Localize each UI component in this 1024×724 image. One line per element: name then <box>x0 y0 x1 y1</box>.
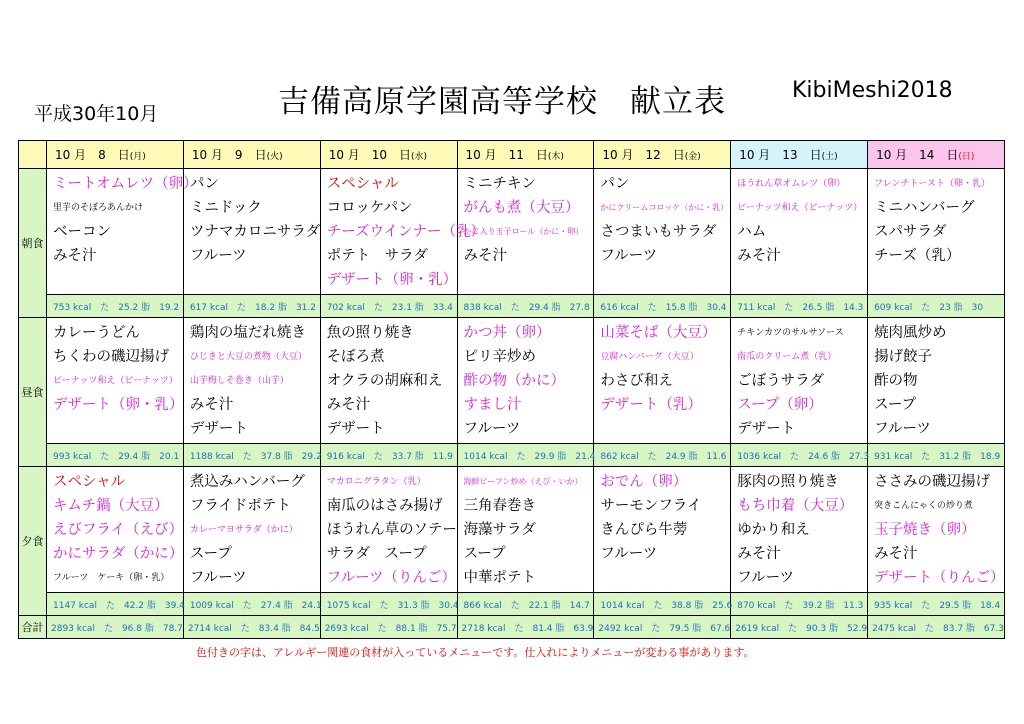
menu-item: ハム <box>737 224 767 240</box>
menu-item: デザート <box>189 421 248 437</box>
menu-item: すまし汁 <box>463 397 522 413</box>
menu-item: パン <box>189 176 219 192</box>
menu-item: スープ <box>463 546 506 562</box>
nutrition-cell: 609 kcal た 23 脂 30 <box>868 295 1005 318</box>
menu-item: ちくわの磯辺揚げ <box>53 349 169 365</box>
meal-label: 昼食 <box>19 318 47 467</box>
menu-item: 南瓜のはさみ揚げ <box>326 498 443 514</box>
menu-item: フルーツ <box>600 248 658 264</box>
menu-item: デザート（卵・乳） <box>326 272 458 288</box>
day-header-cell <box>183 141 320 169</box>
menu-item: ピーナッツ和え（ピーナッツ） <box>737 203 863 213</box>
menu-item: サラダ スープ <box>326 546 427 562</box>
menu-item: ツナマカロニサラダ <box>189 224 321 240</box>
menu-cell <box>594 169 731 295</box>
day-header-row <box>19 141 1005 169</box>
menu-cell <box>594 467 731 593</box>
nutrition-cell: 931 kcal た 31.2 脂 18.9 <box>868 444 1005 467</box>
menu-item: 酢の物（かに） <box>463 373 566 389</box>
nutrition-row <box>19 593 1005 616</box>
menu-item: スペシャル <box>326 176 399 192</box>
day-header-cell <box>320 141 457 169</box>
day-of-week: (日) <box>958 152 975 162</box>
menu-item: コロッケパン <box>326 200 413 216</box>
menu-item: 揚げ餃子 <box>874 349 933 365</box>
totals-cell: 2492 kcal た 79.5 脂 67.6 <box>594 616 731 639</box>
menu-item: 山芋梅しそ巻き（山芋） <box>189 376 289 386</box>
menu-item: 豚肉の照り焼き <box>737 474 839 490</box>
menu-item: チーズウインナー（乳） <box>326 224 486 240</box>
meal-row <box>19 467 1005 593</box>
day-header-cell <box>47 141 184 169</box>
menu-item: さつまいもサラダ <box>600 224 717 240</box>
menu-item: デザート（乳） <box>600 397 702 413</box>
school-title: 吉備高原学園高等学校 献立表 <box>278 84 726 120</box>
menu-item: ミニドック <box>189 200 262 216</box>
menu-cell <box>731 169 868 295</box>
menu-item: スープ <box>189 546 232 562</box>
menu-item: ほうれん草オムレツ（卵） <box>737 179 846 189</box>
totals-cell: 2619 kcal た 90.3 脂 52.9 <box>731 616 868 639</box>
menu-item: ピリ辛炒め <box>463 349 537 365</box>
menu-item: えびフライ（えび） <box>53 522 184 538</box>
menu-item: 里芋のそぼろあんかけ <box>53 203 144 213</box>
day-header-cell <box>731 141 868 169</box>
day-date: 10 月 8 日 <box>55 148 130 162</box>
nutrition-cell: 1075 kcal た 31.3 脂 30.4 <box>320 593 457 616</box>
day-header-cell <box>868 141 1005 169</box>
menu-item: デザート（卵・乳） <box>53 397 184 413</box>
nutrition-cell: 870 kcal た 39.2 脂 11.3 <box>731 593 868 616</box>
menu-item: ピーナッツ和え（ピーナッツ） <box>53 376 178 386</box>
day-of-week: (木) <box>547 152 564 162</box>
nutrition-cell: 1036 kcal た 24.6 脂 27.3 <box>731 444 868 467</box>
menu-cell <box>47 467 184 593</box>
menu-item: スペシャル <box>53 474 126 490</box>
menu-item: みそ汁 <box>463 248 508 264</box>
menu-item: ミートオムレツ（卵） <box>53 176 198 192</box>
menu-cell <box>457 169 594 295</box>
menu-item: キムチ鍋（大豆） <box>53 498 169 514</box>
menu-cell <box>183 467 320 593</box>
menu-item: オクラの胡麻和え <box>326 373 443 389</box>
menu-item: おでん（卵） <box>600 474 688 490</box>
nutrition-cell: 1147 kcal た 42.2 脂 39.4 <box>47 593 184 616</box>
menu-item: ゆかり和え <box>737 522 810 538</box>
menu-cell <box>47 318 184 444</box>
totals-cell: 2718 kcal た 81.4 脂 63.9 <box>457 616 594 639</box>
menu-cell <box>731 318 868 444</box>
totals-cell: 2475 kcal た 83.7 脂 67.3 <box>868 616 1005 639</box>
menu-cell <box>47 169 198 295</box>
menu-item: サーモンフライ <box>600 498 702 514</box>
meal-label: 朝食 <box>19 169 47 318</box>
nutrition-row <box>19 444 1005 467</box>
menu-item: 魚の照り焼き <box>326 325 414 341</box>
menu-item: そぼろ煮 <box>326 349 385 365</box>
day-date: 10 月 12 日 <box>602 148 685 162</box>
menu-item: 中華ポテト <box>463 570 537 586</box>
nutrition-cell: 916 kcal た 33.7 脂 11.9 <box>320 444 457 467</box>
menu-item: ごぼうサラダ <box>737 373 825 389</box>
day-of-week: (金) <box>684 152 701 162</box>
day-of-week: (水) <box>411 152 428 162</box>
nutrition-cell: 1188 kcal た 37.8 脂 29.2 <box>183 444 320 467</box>
menu-item: 三角春巻き <box>463 498 537 514</box>
menu-item: 山菜そば（大豆） <box>600 325 717 341</box>
day-date: 10 月 9 日 <box>191 148 267 162</box>
menu-item: カレーマヨサラダ（かに） <box>189 525 298 535</box>
menu-item: みそ汁 <box>737 546 781 562</box>
day-date: 10 月 10 日 <box>328 148 412 162</box>
day-header-cell <box>457 141 594 169</box>
menu-item: 鶏肉の塩だれ焼き <box>189 325 306 341</box>
nutrition-cell: 617 kcal た 18.2 脂 31.2 <box>183 295 320 318</box>
menu-item: ミニチキン <box>463 176 536 192</box>
menu-item: フルーツ <box>463 421 521 437</box>
menu-item: フルーツ <box>874 421 931 437</box>
menu-item: ミニハンバーグ <box>874 200 975 216</box>
day-date: 10 月 14 日 <box>876 148 959 162</box>
menu-item: 南瓜のクリーム煮（乳） <box>737 352 837 362</box>
totals-row <box>19 616 1005 639</box>
menu-item: フルーツ（りんご） <box>326 570 457 586</box>
menu-item: みそ汁 <box>737 248 781 264</box>
menu-item: わさび和え <box>600 373 673 389</box>
menu-cell <box>868 467 1005 593</box>
menu-item: チキンカツのサルサソース <box>737 328 844 338</box>
menu-item: デザート <box>326 421 385 437</box>
menu-cell <box>868 169 1005 295</box>
nutrition-cell: 1014 kcal た 29.9 脂 21.4 <box>457 444 594 467</box>
nutrition-cell: 616 kcal た 15.8 脂 30.4 <box>594 295 731 318</box>
menu-item: 突きこんにゃくの炒り煮 <box>874 501 973 511</box>
menu-cell <box>868 318 1005 444</box>
brand-label: KibiMeshi2018 <box>792 78 953 103</box>
meal-row <box>19 318 1005 444</box>
menu-item: フライドポテト <box>189 498 291 514</box>
menu-item: 海藻サラダ <box>463 522 536 538</box>
menu-item: 煮込みハンバーグ <box>189 474 305 490</box>
day-date: 10 月 11 日 <box>465 148 548 162</box>
nutrition-row <box>19 295 1005 318</box>
menu-cell <box>731 467 868 593</box>
menu-item: スープ <box>874 397 917 413</box>
menu-item: かにクリームコロッケ（かに・乳） <box>600 203 729 212</box>
menu-item: きんぴら牛蒡 <box>600 522 688 538</box>
nutrition-cell: 711 kcal た 26.5 脂 14.3 <box>731 295 868 318</box>
totals-cell: 2714 kcal た 83.4 脂 84.5 <box>183 616 320 639</box>
menu-item: フルーツ <box>189 570 247 586</box>
menu-cell <box>457 318 594 444</box>
menu-item: フレンチトースト（卵・乳） <box>874 179 991 189</box>
menu-item: ポテト サラダ <box>326 248 429 264</box>
menu-item: がんも煮（大豆） <box>463 200 580 216</box>
menu-item: スパサラダ <box>874 224 947 240</box>
nutrition-cell: 862 kcal た 24.9 脂 11.6 <box>594 444 731 467</box>
nutrition-cell: 753 kcal た 25.2 脂 19.2 <box>47 295 184 318</box>
nutrition-cell: 702 kcal た 23.1 脂 33.4 <box>320 295 457 318</box>
nutrition-cell: 838 kcal た 29.4 脂 27.8 <box>457 295 594 318</box>
menu-cell <box>594 318 731 444</box>
menu-cell <box>320 318 457 444</box>
menu-table <box>18 140 1005 639</box>
meal-row <box>19 169 1005 295</box>
nutrition-cell: 935 kcal た 29.5 脂 18.4 <box>868 593 1005 616</box>
day-of-week: (土) <box>821 152 838 162</box>
menu-item: ひじきと大豆の煮物（大豆） <box>189 352 307 362</box>
menu-cell <box>183 318 320 444</box>
meal-label: 夕食 <box>19 467 47 616</box>
nutrition-cell: 866 kcal た 22.1 脂 14.7 <box>457 593 594 616</box>
menu-item: ベーコン <box>53 224 111 240</box>
menu-item: かつ丼（卵） <box>463 325 551 341</box>
menu-item: フルーツ <box>600 546 658 562</box>
menu-item: パン <box>600 176 630 192</box>
menu-item: 豆腐ハンバーグ（大豆） <box>600 352 699 362</box>
menu-item: 玉子焼き（卵） <box>874 522 976 538</box>
menu-cell <box>183 169 320 295</box>
menu-item: フルーツ <box>189 248 247 264</box>
menu-item: 焼肉風炒め <box>874 325 947 341</box>
day-header-cell <box>594 141 731 169</box>
menu-item: デザート <box>737 421 796 437</box>
menu-item: かにサラダ（かに） <box>53 546 184 562</box>
nutrition-cell: 1009 kcal た 27.4 脂 24.1 <box>183 593 320 616</box>
menu-item: みそ汁 <box>53 248 97 264</box>
menu-item: チーズ（乳） <box>874 248 961 264</box>
menu-item: フルーツ <box>737 570 795 586</box>
day-of-week: (火) <box>266 152 283 162</box>
allergy-footnote: 色付きの字は、アレルギー関連の食材が入っているメニューです。仕入れによりメニューが変わる事があります。 <box>196 646 755 659</box>
menu-item: かに入り玉子ロール（かに・卵） <box>463 227 584 236</box>
menu-item: フルーツ ケーキ（卵・乳） <box>53 573 170 583</box>
day-of-week: (月) <box>129 152 146 162</box>
menu-item: カレーうどん <box>53 325 140 341</box>
day-date: 10 月 13 日 <box>739 148 822 162</box>
totals-cell: 2693 kcal た 88.1 脂 75.7 <box>320 616 457 639</box>
menu-item: みそ汁 <box>874 546 918 562</box>
month-label: 平成30年10月 <box>34 103 159 125</box>
menu-item: 酢の物 <box>874 373 918 389</box>
nutrition-cell: 1014 kcal た 38.8 脂 25.6 <box>594 593 731 616</box>
menu-item: デザート（りんご） <box>874 570 1005 586</box>
menu-item: みそ汁 <box>326 397 371 413</box>
corner-cell <box>19 141 47 169</box>
nutrition-cell: 993 kcal た 29.4 脂 20.1 <box>47 444 184 467</box>
menu-item: 海鮮ビーフン炒め（えび・いか） <box>463 477 583 486</box>
menu-cell <box>457 467 594 593</box>
menu-item: もち巾着（大豆） <box>737 498 854 514</box>
menu-cell <box>320 467 457 593</box>
totals-label: 合計 <box>19 616 47 639</box>
menu-item: スープ（卵） <box>737 397 823 413</box>
totals-cell: 2893 kcal た 96.8 脂 78.7 <box>47 616 184 639</box>
menu-item: マカロニグラタン（乳） <box>326 477 426 487</box>
menu-item: みそ汁 <box>189 397 234 413</box>
menu-item: ささみの磯辺揚げ <box>874 474 991 490</box>
menu-item: ほうれん草のソテー <box>326 522 457 538</box>
